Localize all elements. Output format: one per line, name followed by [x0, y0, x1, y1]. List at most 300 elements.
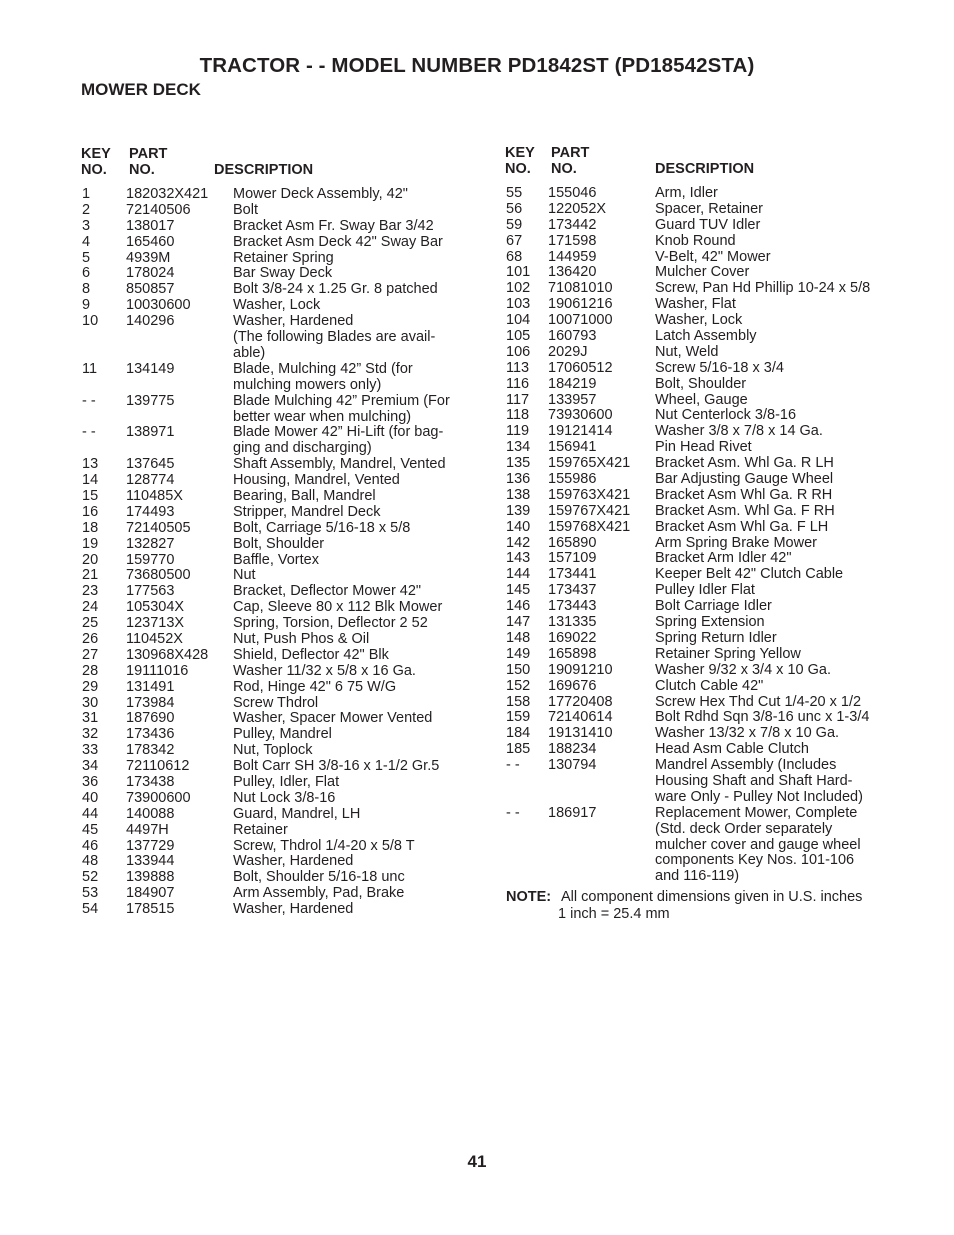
part-description [233, 473, 400, 489]
part-number: 19121414 [548, 423, 613, 440]
description-line: Nut, Weld [655, 343, 719, 360]
key-number: 19 [82, 535, 99, 552]
part-number: 73930600 [548, 407, 613, 424]
page-title: TRACTOR - - MODEL NUMBER PD1842ST (PD18542STA) [199, 54, 755, 77]
description-line: Bracket, Deflector Mower 42" [233, 583, 422, 600]
part-description [655, 186, 718, 202]
key-number: 106 [506, 343, 531, 360]
description-line: Bracket Asm Whl Ga. R RH [655, 486, 833, 503]
description-line: Washer, Hardened [233, 853, 354, 870]
part-description [655, 408, 796, 424]
table-row [82, 568, 472, 584]
table-row [82, 759, 472, 775]
description-line: mulching mowers only) [233, 376, 382, 393]
part-number: 4497H [126, 821, 169, 838]
table-row [82, 235, 472, 251]
part-number: 123713X [126, 615, 185, 632]
key-number: 46 [82, 837, 99, 854]
description-line: Nut [233, 567, 256, 584]
key-number: 102 [506, 280, 531, 297]
key-number: 28 [82, 662, 99, 679]
description-line: Arm, Idler [655, 185, 718, 201]
part-number: 2029J [548, 343, 588, 360]
description-line: ging and discharging) [233, 440, 372, 457]
header-text: KEY [505, 145, 535, 161]
description-line: Washer 13/32 x 7/8 x 10 Ga. [655, 725, 840, 742]
table-row [82, 362, 472, 394]
note [506, 889, 896, 922]
description-line: Pulley, Mandrel [233, 726, 332, 743]
key-number: 8 [82, 281, 91, 298]
part-description [233, 282, 438, 298]
key-number: 1 [82, 186, 91, 202]
table-row [82, 187, 472, 203]
table-row [82, 743, 472, 759]
part-description [233, 680, 396, 696]
key-number: 44 [82, 805, 99, 822]
table-row [82, 251, 472, 267]
part-number: 19091210 [548, 661, 613, 678]
part-description [655, 297, 736, 313]
part-number: 138971 [126, 424, 175, 441]
part-description [233, 298, 320, 314]
description-line: Bar Sway Deck [233, 265, 333, 282]
description-line: Screw Thdrol [233, 694, 319, 711]
description-line: Nut, Push Phos & Oil [233, 631, 370, 647]
description-line: Baffle, Vortex [233, 551, 319, 568]
parts-list-right [506, 186, 896, 885]
key-number: 23 [82, 583, 99, 600]
part-no-header-right [551, 145, 589, 177]
description-line: Spring Extension [655, 614, 765, 631]
table-row [506, 440, 896, 456]
key-number: 68 [506, 248, 523, 265]
description-line: Spring Return Idler [655, 629, 777, 646]
part-description [233, 886, 404, 902]
key-number: 142 [506, 534, 531, 551]
key-number: 54 [82, 901, 99, 918]
part-number: 72110612 [126, 758, 190, 775]
part-number: 173984 [126, 694, 175, 711]
part-number: 17060512 [548, 359, 613, 376]
part-description [233, 759, 439, 775]
key-number: 11 [82, 360, 98, 377]
description-line: Housing Shaft and Shaft Hard- [655, 772, 853, 789]
key-number: - - [82, 424, 96, 441]
part-description [655, 472, 833, 488]
part-number: 105304X [126, 599, 185, 616]
table-row [82, 616, 472, 632]
part-description [655, 583, 755, 599]
description-line: Guard TUV Idler [655, 216, 761, 233]
part-number: 136420 [548, 264, 597, 281]
table-row [82, 648, 472, 664]
description-line: and 116-119) [655, 868, 740, 885]
part-number: 72140505 [126, 519, 191, 536]
description-line: Retainer Spring Yellow [655, 645, 801, 662]
part-description [233, 648, 389, 664]
part-number: 173438 [126, 774, 175, 791]
table-row [506, 504, 896, 520]
key-number: 150 [506, 661, 531, 678]
key-number: 184 [506, 725, 531, 742]
part-description [655, 806, 861, 886]
key-number: 152 [506, 677, 531, 694]
key-number: 13 [82, 456, 99, 473]
key-number: 29 [82, 678, 99, 695]
key-number: 36 [82, 774, 99, 791]
key-number: 20 [82, 551, 99, 568]
description-line: Blade Mulching 42” Premium (For [233, 392, 450, 409]
part-description [233, 425, 443, 457]
description-line: Bracket Asm Whl Ga. F LH [655, 518, 829, 535]
description-line: Bracket Asm Deck 42" Sway Bar [233, 233, 443, 250]
key-number: 145 [506, 582, 531, 599]
part-description [655, 440, 752, 456]
part-number: 173442 [548, 216, 597, 233]
part-number: 73900600 [126, 789, 191, 806]
part-number: 173441 [548, 566, 597, 583]
part-number: 159765X421 [548, 455, 631, 472]
table-row [506, 710, 896, 726]
description-line: Wheel, Gauge [655, 391, 748, 408]
part-description [655, 599, 772, 615]
header-text: NO. [81, 162, 107, 178]
section-title: MOWER DECK [81, 80, 201, 99]
key-number: 119 [506, 423, 530, 440]
table-row [506, 250, 896, 266]
table-row [506, 488, 896, 504]
part-description [655, 218, 760, 234]
description-line: Pin Head Rivet [655, 439, 752, 456]
part-description [233, 616, 428, 632]
table-row [506, 234, 896, 250]
key-number: - - [506, 804, 520, 821]
table-row [82, 394, 472, 426]
part-number: 130968X428 [126, 646, 209, 663]
part-number: 159770 [126, 551, 175, 568]
part-description [655, 202, 763, 218]
part-description [233, 489, 376, 505]
part-description [655, 377, 746, 393]
part-number: 178024 [126, 265, 175, 282]
part-description [655, 695, 861, 711]
part-number: 171598 [548, 232, 597, 249]
part-number: 156941 [548, 439, 597, 456]
table-row [82, 870, 472, 886]
description-line: Stripper, Mandrel Deck [233, 503, 381, 520]
part-number: 137729 [126, 837, 175, 854]
key-number: 158 [506, 693, 531, 710]
part-description [655, 567, 843, 583]
key-number: 146 [506, 598, 531, 615]
part-description [233, 902, 353, 918]
note-label: NOTE: [506, 889, 552, 905]
table-row [506, 758, 896, 806]
description-line: Bolt, Carriage 5/16-18 x 5/8 [233, 519, 411, 536]
key-number: 30 [82, 694, 99, 711]
key-number: 144 [506, 566, 531, 583]
table-row [506, 679, 896, 695]
part-number: 73680500 [126, 567, 191, 584]
part-number: 110485X [126, 487, 183, 504]
description-line: Washer 3/8 x 7/8 x 14 Ga. [655, 423, 823, 440]
part-number: 134149 [126, 360, 175, 377]
part-number: 157109 [548, 550, 597, 567]
part-description [233, 362, 413, 394]
part-number: 132827 [126, 535, 175, 552]
key-number: 105 [506, 328, 531, 345]
part-number: 159767X421 [548, 502, 631, 519]
key-number: 18 [82, 519, 99, 536]
description-line: Nut Centerlock 3/8-16 [655, 407, 797, 424]
table-row [82, 632, 472, 648]
part-description [233, 203, 258, 219]
part-number: 140088 [126, 805, 175, 822]
description-line: better wear when mulching) [233, 408, 412, 425]
part-number: 160793 [548, 328, 597, 345]
part-description [655, 313, 742, 329]
table-row [506, 567, 896, 583]
description-line: Bracket Arm Idler 42" [655, 550, 792, 567]
key-number: 48 [82, 853, 99, 870]
part-number: 165460 [126, 233, 175, 250]
table-row [506, 520, 896, 536]
key-number: 147 [506, 614, 531, 631]
part-description [655, 758, 863, 806]
part-number: 140296 [126, 313, 175, 330]
part-number: 139775 [126, 392, 175, 409]
key-number: 148 [506, 629, 531, 646]
description-line: Washer 9/32 x 3/4 x 10 Ga. [655, 661, 831, 678]
part-number: 173436 [126, 726, 175, 743]
key-number: 56 [506, 200, 523, 217]
part-number: 178515 [126, 901, 175, 918]
part-number: 159763X421 [548, 486, 631, 503]
description-header-left: DESCRIPTION [214, 162, 314, 178]
key-number: 2 [82, 201, 91, 218]
part-description [655, 281, 870, 297]
part-description [233, 187, 408, 203]
table-row [506, 313, 896, 329]
table-row [82, 521, 472, 537]
part-description [233, 807, 360, 823]
part-description [655, 615, 765, 631]
key-number: 25 [82, 615, 99, 632]
table-row [506, 536, 896, 552]
key-number: 138 [506, 486, 531, 503]
part-description [655, 726, 839, 742]
description-line: Screw Hex Thd Cut 1/4-20 x 1/2 [655, 693, 862, 710]
description-line: Bolt Carr SH 3/8-16 x 1-1/2 Gr.5 [233, 758, 440, 775]
description-line: Latch Assembly [655, 328, 757, 345]
key-number: 113 [506, 359, 530, 376]
table-row [506, 583, 896, 599]
table-row [82, 886, 472, 902]
description-line: Nut, Toplock [233, 742, 313, 759]
key-number: 67 [506, 232, 523, 249]
key-no-header-left [81, 146, 111, 178]
table-row [82, 711, 472, 727]
table-row [82, 791, 472, 807]
part-description [655, 520, 828, 536]
key-number: 9 [82, 297, 91, 314]
part-description [233, 568, 256, 584]
table-row [506, 393, 896, 409]
note-line1: All component dimensions given in U.S. inches [561, 889, 863, 905]
part-description [233, 854, 353, 870]
description-line: mulcher cover and gauge wheel [655, 836, 861, 853]
table-row [506, 726, 896, 742]
part-description [233, 251, 334, 267]
description-line: Arm Assembly, Pad, Brake [233, 885, 405, 902]
description-line: Washer 11/32 x 5/8 x 16 Ga. [233, 662, 416, 679]
key-number: 103 [506, 296, 531, 313]
part-number: 4939M [126, 249, 171, 266]
description-line: Keeper Belt 42" Clutch Cable [655, 566, 844, 583]
part-number: 188234 [548, 741, 597, 758]
description-line: Bolt [233, 201, 258, 218]
part-number: 19061216 [548, 296, 613, 313]
key-number: 104 [506, 312, 531, 329]
table-row [82, 727, 472, 743]
table-row [506, 806, 896, 886]
key-number: 52 [82, 869, 99, 886]
description-line: Bolt Rdhd Sqn 3/8-16 unc x 1-3/4 [655, 709, 870, 726]
part-number: 122052X [548, 200, 607, 217]
table-row [82, 505, 472, 521]
table-row [506, 408, 896, 424]
key-number: 24 [82, 599, 99, 616]
part-description [233, 219, 434, 235]
table-row [82, 807, 472, 823]
part-description [655, 393, 748, 409]
description-line: Head Asm Cable Clutch [655, 741, 809, 758]
table-row [506, 615, 896, 631]
part-no-header-left [129, 146, 167, 178]
part-description [655, 679, 763, 695]
table-row [82, 537, 472, 553]
part-description [233, 235, 443, 251]
part-number: 174493 [126, 503, 175, 520]
part-description [233, 584, 421, 600]
part-number: 72140614 [548, 709, 613, 726]
part-description [233, 457, 446, 473]
description-line: Replacement Mower, Complete [655, 804, 858, 821]
part-number: 177563 [126, 583, 175, 600]
table-row [82, 266, 472, 282]
part-description [655, 234, 736, 250]
key-number: 34 [82, 758, 99, 775]
part-description [233, 791, 335, 807]
description-line: V-Belt, 42" Mower [655, 248, 771, 265]
table-row [506, 742, 896, 758]
key-number: 3 [82, 217, 91, 234]
parts-list-left [82, 187, 472, 918]
part-number: 173437 [548, 582, 597, 599]
description-line: Mulcher Cover [655, 264, 750, 281]
part-number: 131335 [548, 614, 597, 631]
description-line: Bolt 3/8-24 x 1.25 Gr. 8 patched [233, 281, 438, 298]
key-number: 6 [82, 265, 91, 282]
description-line: Retainer [233, 821, 288, 838]
part-number: 155046 [548, 185, 597, 201]
part-description [233, 505, 380, 521]
table-row [506, 599, 896, 615]
table-row [82, 839, 472, 855]
part-number: 165890 [548, 534, 597, 551]
part-number: 186917 [548, 804, 597, 821]
header-text: KEY [81, 146, 111, 162]
part-description [233, 521, 410, 537]
table-row [82, 775, 472, 791]
part-description [655, 265, 749, 281]
description-line: Knob Round [655, 232, 736, 249]
table-row [82, 457, 472, 473]
key-number: 5 [82, 249, 91, 266]
description-line: Pulley Idler Flat [655, 582, 755, 599]
part-number: 71081010 [548, 280, 613, 297]
table-row [506, 218, 896, 234]
part-number: 110452X [126, 631, 183, 647]
part-description [655, 329, 757, 345]
note-line2: 1 inch = 25.4 mm [558, 906, 670, 922]
description-line: Bolt, Shoulder [655, 375, 747, 392]
part-number: 178342 [126, 742, 175, 759]
description-line: Guard, Mandrel, LH [233, 805, 361, 822]
key-number: 59 [506, 216, 523, 233]
description-line: Washer, Flat [655, 296, 736, 313]
part-description [233, 727, 332, 743]
part-description [233, 394, 450, 426]
table-row [506, 424, 896, 440]
description-line: Shaft Assembly, Mandrel, Vented [233, 456, 446, 473]
description-line: (The following Blades are avail- [233, 329, 436, 346]
part-description [233, 553, 319, 569]
description-line: Screw, Pan Hd Phillip 10-24 x 5/8 [655, 280, 871, 297]
table-row [82, 696, 472, 712]
part-description [655, 631, 777, 647]
part-description [655, 456, 834, 472]
part-number: 173443 [548, 598, 597, 615]
part-description [233, 743, 313, 759]
part-description [233, 823, 288, 839]
table-row [82, 298, 472, 314]
table-row [506, 551, 896, 567]
description-line: Pulley, Idler, Flat [233, 774, 340, 791]
part-description [233, 870, 405, 886]
part-description [233, 314, 435, 362]
description-line: ware Only - Pulley Not Included) [655, 788, 863, 805]
key-number: 116 [506, 375, 530, 392]
key-number: 21 [82, 567, 99, 584]
description-line: Spacer, Retainer [655, 200, 764, 217]
part-number: 72140506 [126, 201, 191, 218]
key-number: 55 [506, 185, 523, 201]
part-description [655, 536, 817, 552]
part-number: 850857 [126, 281, 175, 298]
description-line: Washer, Hardened [233, 901, 354, 918]
part-description [233, 839, 415, 855]
page-number: 41 [467, 1152, 487, 1171]
part-number: 182032X421 [126, 186, 209, 202]
part-number: 10030600 [126, 297, 191, 314]
description-line: Clutch Cable 42" [655, 677, 764, 694]
part-description [655, 742, 809, 758]
table-row [506, 186, 896, 202]
description-line: Mower Deck Assembly, 42" [233, 186, 408, 202]
table-row [82, 314, 472, 362]
